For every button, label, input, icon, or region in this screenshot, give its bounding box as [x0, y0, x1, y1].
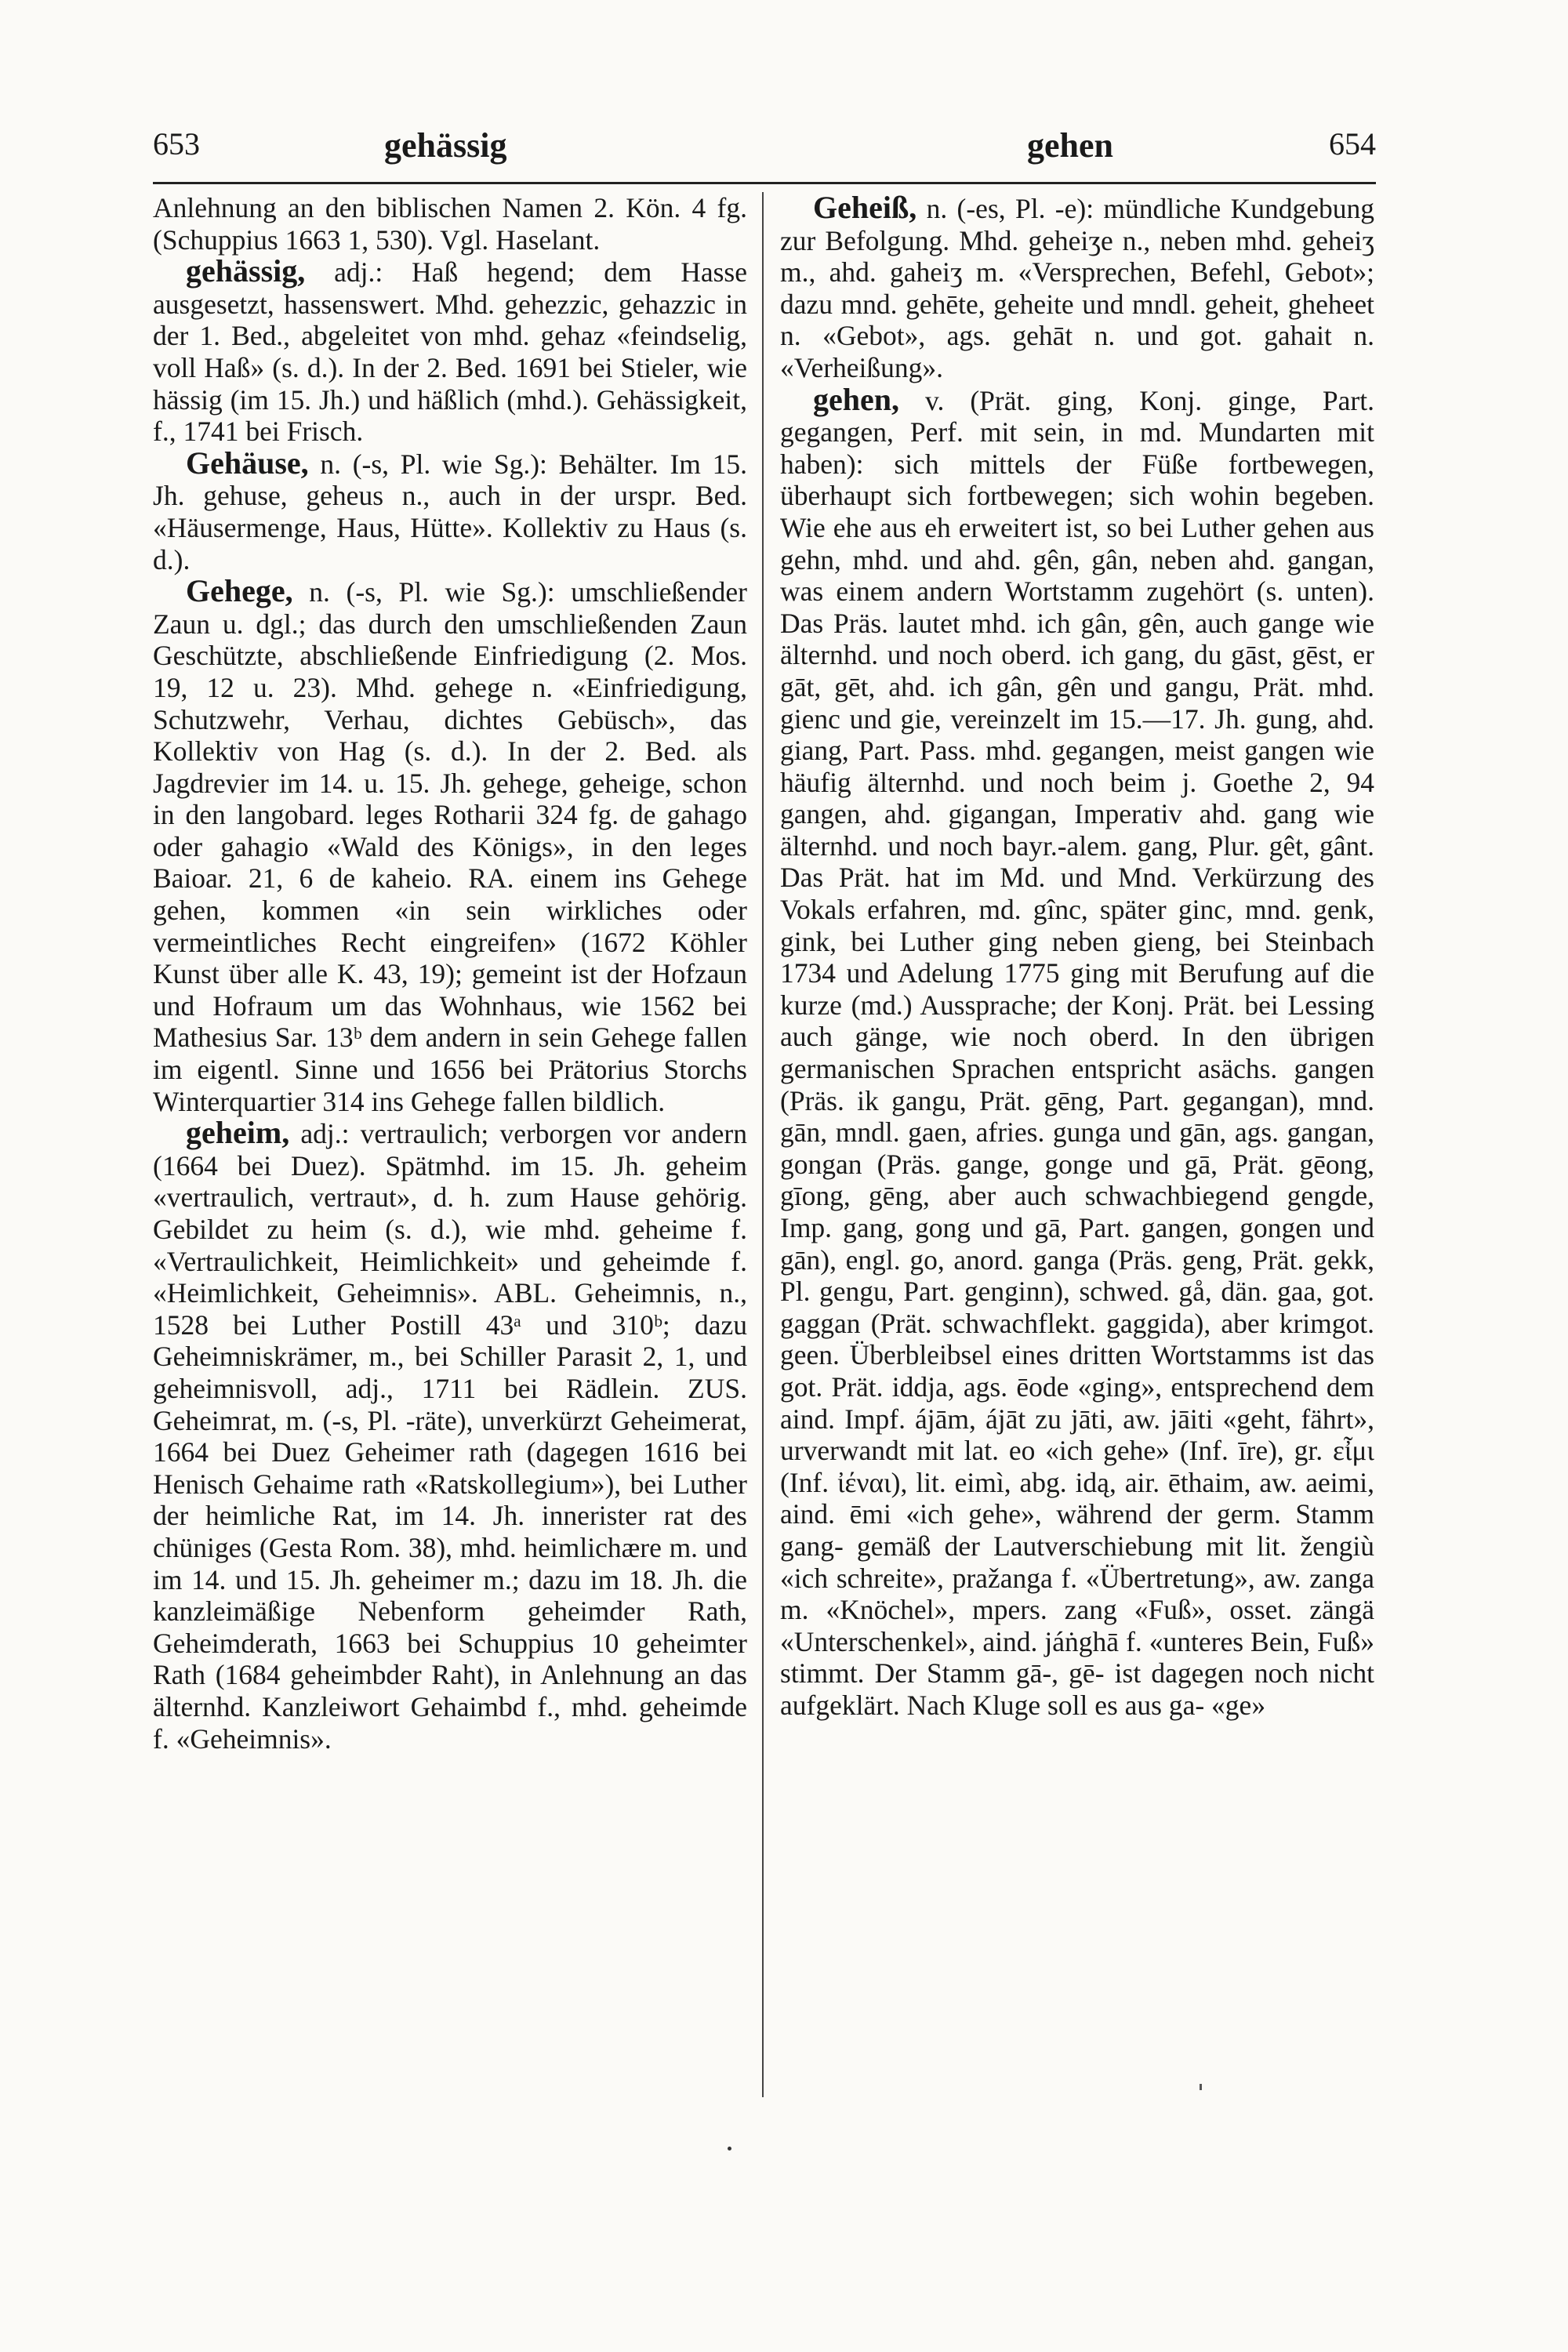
- entry-lemma: Gehege,: [186, 573, 293, 609]
- entry-text: adj.: Haß hegend; dem Hasse ausgesetzt, hassenswert. Mhd. gehezzic, gehazzic in der 1. Bed., abgeleitet von mhd. gehaz «feindselig, voll Haß» (s. d.). In der 2. Bed. 1691 bei Stieler, wie hässig (im 15. Jh.) und häßlich (mhd.). Gehässigkeit, f., 1741 bei Frisch.: [153, 256, 747, 448]
- page-header: [153, 125, 1376, 180]
- entry-lemma: geheim,: [186, 1115, 290, 1151]
- entry-lemma: Gehäuse,: [186, 445, 309, 481]
- dictionary-entry: [780, 381, 1374, 1722]
- entry-lemma: gehen,: [813, 381, 899, 417]
- entry-text: n. (-s, Pl. wie Sg.): Behälter. Im 15. Jh. gehuse, geheus n., auch in der urspr. Bed. «Häusermenge, Haus, Hütte». Kollektiv zu Haus (s. d.).: [153, 448, 747, 575]
- left-page-number: 653: [153, 126, 200, 162]
- entry-text: Anlehnung an den biblischen Namen 2. Kön. 4 fg. (Schuppius 1663 1, 530). Vgl. Haselant.: [153, 192, 747, 256]
- entry-text: v. (Prät. ging, Konj. ginge, Part. gegangen, Perf. mit sein, in md. Mundarten mit haben): sich mittels der Füße fortbewegen, überhaupt sich fortbewegen; sich wohin begeben. Wie ehe aus eh erweitert ist, so bei Luther gehen aus gehn, mhd. und ahd. gên, gân, neben ahd. gangan, was einem andern Wortstamm zugehört (s. unten). Das Präs. lautet mhd. ich gân, gên, auch gange wie älternhd. und noch oberd. ich gang, du gāst, gēst, er gāt, gēt, ahd. ich gân, gên und gangu, Prät. mhd. gienc und gie, vereinzelt im 15.—17. Jh. gung, ahd. giang, Part. Pass. mhd. gegangen, meist gangen wie häufig älternhd. und noch beim j. Goethe 2, 94 gangen, ahd. gigangan, Imperativ ahd. gang wie älternhd. und noch bayr.-alem. gang, Plur. gêt, gânt. Das Prät. hat im Md. und Mnd. Verkürzung des Vokals erfahren, md. gînc, später ginc, mnd. genk, gink, bei Luther ging neben gieng, bei Steinbach 1734 und Adelung 1775 ging mit Berufung auf die kurze (md.) Aussprache; der Konj. Prät. bei Lessing auch gänge, wie noch oberd. In den übrigen germanischen Sprachen entspricht asächs. gangen (Präs. ik gangu, Prät. gēng, Part. gegangan), mnd. gān, mndl. gaen, afries. gunga und gān, ags. gangan, gongan (Präs. gange, gonge und gā, Prät. gēong, gīong, gēng, aber auch schwachbiegend gengde, Imp. gang, gong und gā, Part. gangen, gongen und gān), engl. go, anord. ganga (Präs. geng, Prät. gekk, Pl. gengu, Part. genginn), schwed. gå, dän. gaa, got. gaggan (Prät. schwachflekt. gaggida), aber krimgot. geen. Überbleibsel eines dritten Wortstamms ist das got. Prät. iddja, ags. ēode «ging», entsprechend dem aind. Impf. ájām, ájāt zu jāti, aw. jāiti «geht, fährt», urverwandt mit lat. eo «ich gehe» (Inf. īre), gr. εἶμι (Inf. ἰέναι), lit. eimì, abg. idą, air. ēthaim, aw. aeimi, aind. ēmi «ich gehe», während der germ. Stamm gang- gemäß der Lautverschiebung mit lit. žengiù «ich schreite», pražanga f. «Übertretung», aw. zanga m. «Knöchel», mpers. zang «Fuß», osset. zängä «Unterschenkel», aind. jáṅghā f. «unteres Bein, Fuß» stimmt. Der Stamm gā-, gē- ist dagegen noch nicht aufgeklärt. Nach Kluge soll es aus ga- «ge»: [780, 384, 1374, 1721]
- left-column: [153, 192, 747, 1755]
- left-running-headword: gehässig: [384, 126, 507, 165]
- right-page-number: 654: [1329, 126, 1376, 162]
- dictionary-entry: [780, 192, 1374, 384]
- entry-lemma: gehässig,: [186, 253, 306, 289]
- right-column: [780, 192, 1374, 1722]
- dictionary-entry: [153, 575, 747, 1117]
- entry-lemma: Geheiß,: [813, 190, 917, 225]
- ink-dot: [728, 2147, 731, 2151]
- entry-continuation: [153, 192, 747, 256]
- entry-text: n. (-s, Pl. wie Sg.): umschließender Zaun u. dgl.; das durch den umschließenden Zaun Geschützte, abschließende Einfriedigung (2. Mos. 19, 12 u. 23). Mhd. gehege n. «Einfriedigung, Schutzwehr, Verhau, dichtes Gebüsch», das Kollektiv von Hag (s. d.). In der 2. Bed. als Jagdrevier im 14. u. 15. Jh. gehege, geheige, schon in den langobard. leges Rotharii 324 fg. de gahago oder gahagio «Wald des Königs», in den leges Baioar. 21, 6 de kaheio. RA. einem ins Gehege gehen, kommen «in sein wirkliches oder vermeintliches Recht eingreifen» (1672 Köhler Kunst über alle K. 43, 19); gemeint ist der Hofzaun und Hofraum um das Wohnhaus, wie 1562 bei Mathesius Sar. 13ᵇ dem andern in sein Gehege fallen im eigentl. Sinne und 1656 bei Prätorius Storchs Winterquartier 314 ins Gehege fallen bildlich.: [153, 576, 747, 1117]
- dictionary-entry: [153, 253, 747, 448]
- entry-text: n. (-es, Pl. -e): mündliche Kundgebung zur Befolgung. Mhd. geheiʒe n., neben mhd. geheiʒ m., ahd. gaheiʒ m. «Versprechen, Befehl, Gebot»; dazu mnd. gehēte, geheite und mndl. geheit, gheheet n. «Gebot», ags. gehāt n. und got. gahait n. «Verheißung».: [780, 193, 1374, 383]
- right-running-headword: gehen: [1027, 126, 1113, 165]
- entry-text: adj.: vertraulich; verborgen vor andern (1664 bei Duez). Spätmhd. im 15. Jh. geheim «vertraulich, vertraut», d. h. zum Hause gehörig. Gebildet zu heim (s. d.), wie mhd. geheime f. «Vertraulichkeit, Heimlichkeit» und geheimde f. «Heimlichkeit, Geheimnis». ABL. Geheimnis, n., 1528 bei Luther Postill 43ᵃ und 310ᵇ; dazu Geheimniskrämer, m., bei Schiller Parasit 2, 1, und geheimnisvoll, adj., 1711 bei Rädlein. ZUS. Geheimrat, m. (-s, Pl. -räte), unverkürzt Geheimerat, 1664 bei Duez Geheimer rath (dagegen 1616 bei Henisch Gehaime rath «Ratskollegium»), bei Luther der heimliche Rat, im 14. Jh. innerister rat des chüniges (Gesta Rom. 38), mhd. heimlichære m. und im 14. und 15. Jh. geheimer m.; dazu im 18. Jh. die kanzleimäßige Nebenform geheimder Rath, Geheimderath, 1663 bei Schuppius 10 geheimter Rath (1684 geheimbder Raht), in Anlehnung an das älternhd. Kanzleiwort Gehaimbd f., mhd. geheimde f. «Geheimnis».: [153, 1118, 747, 1755]
- column-divider: [762, 192, 764, 2097]
- ink-mark: [1200, 2084, 1202, 2090]
- header-rule: [153, 182, 1376, 184]
- dictionary-entry: [153, 1117, 747, 1755]
- dictionary-entry: [153, 445, 747, 575]
